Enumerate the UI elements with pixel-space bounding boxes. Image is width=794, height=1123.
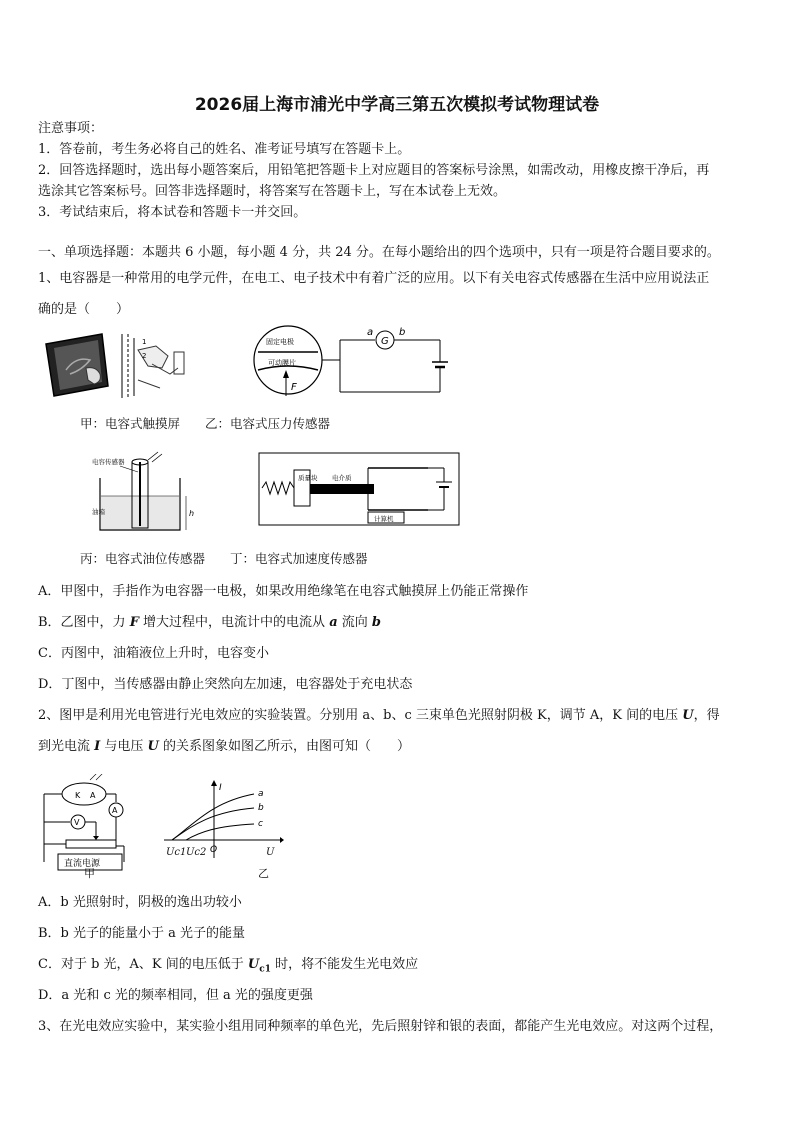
cathode-label: K — [75, 791, 81, 800]
dc-source-label: 直流电源 — [64, 859, 101, 869]
svg-text:1: 1 — [142, 338, 147, 346]
q3-stem-line1: 3、在光电效应实验中，某实验小组用同种频率的单色光，先后照射锌和银的表面，都能产生光电效应。对这两个过程， — [38, 1019, 723, 1034]
q1-stem-line1: 1、电容器是一种常用的电学元件，在电工、电子技术中有着广泛的应用。以下有关电容式传感器在生活中应用说法正 — [38, 271, 710, 286]
height-label: h — [189, 509, 195, 518]
svg-text:2: 2 — [142, 352, 147, 360]
ammeter-icon: A — [112, 806, 118, 815]
axis-u-label: U — [266, 847, 275, 858]
label-b: b — [399, 327, 406, 338]
pressure-sensor-figure — [250, 322, 450, 402]
origin-label: O — [210, 845, 218, 855]
q2-stem-line2: 到光电流 I 与电压 U 的关系图象如图乙所示，由图可知（ ） — [38, 739, 410, 754]
q2-option-d: D．a 光和 c 光的频率相同，但 a 光的强度更强 — [38, 988, 313, 1003]
movable-film-label: 可动膜片 — [268, 359, 296, 367]
curve-b-label: b — [258, 803, 264, 813]
q1-stem-line2: 确的是（ ） — [38, 302, 130, 317]
q2-option-c: C．对于 b 光，A、K 间的电压低于 $U_{c1}$ 时，将不能发生光电效应 — [38, 957, 419, 975]
touchscreen-figure — [42, 330, 192, 402]
curve-c — [186, 824, 254, 840]
q1-option-d: D．丁图中，当传感器由静止突然向左加速，电容器处于充电状态 — [38, 677, 413, 692]
figure-jia-label: 甲 — [84, 867, 95, 880]
phototube-circuit-figure — [40, 774, 140, 880]
curve-a-label: a — [258, 789, 264, 799]
curve-b — [172, 808, 254, 840]
galvanometer-icon: G — [381, 336, 389, 347]
q2-option-a: A．b 光照射时，阴极的逸出功较小 — [38, 895, 242, 910]
q1-option-c: C．丙图中，油箱液位上升时，电容变小 — [38, 646, 269, 661]
uc2-label: Uc2 — [186, 847, 207, 858]
figure-yi-label: 乙 — [258, 867, 269, 880]
acceleration-sensor-figure — [258, 452, 464, 528]
label-a: a — [367, 327, 374, 338]
computer-label: 计算机 — [374, 515, 394, 523]
notice-heading: 注意事项： — [38, 121, 104, 136]
cap-sensor-label: 电容传感器 — [92, 458, 125, 466]
page-title: 2026届上海市浦光中学高三第五次模拟考试物理试卷 — [194, 95, 600, 115]
oil-tank-label: 油箱 — [92, 508, 105, 516]
notice-item-3: 3．考试结束后，将本试卷和答题卡一并交回。 — [38, 205, 307, 220]
notice-item-2: 2．回答选择题时，选出每小题答案后，用铅笔把答题卡上对应题目的答案标号涂黑，如需改动，用橡皮擦干净后，再 — [38, 163, 710, 178]
q2-stem-line1: 2、图甲是利用光电管进行光电效应的实验装置。分别用 a、b、c 三束单色光照射阴极 K，调节 A，K 间的电压 U，得 — [38, 708, 720, 723]
uc1-label: Uc1 — [166, 847, 187, 858]
dielectric-label: 电介质 — [332, 474, 352, 482]
q1-option-b: B．乙图中，力 F 增大过程中，电流计中的电流从 a 流向 b — [38, 615, 381, 630]
q2-option-b: B．b 光子的能量小于 a 光子的能量 — [38, 926, 246, 941]
section-heading: 一、单项选择题：本题共 6 小题，每小题 4 分，共 24 分。在每小题给出的四个选项中，只有一项是符合题目要求的。 — [38, 245, 720, 260]
voltmeter-icon: V — [74, 818, 80, 827]
anode-label: A — [90, 791, 96, 800]
q1-option-a: A．甲图中，手指作为电容器一电极，如果改用绝缘笔在电容式触摸屏上仍能正常操作 — [38, 584, 529, 599]
fixed-electrode-label: 固定电极 — [266, 338, 294, 346]
q1-caption-row2: 丙：电容式油位传感器 丁：电容式加速度传感器 — [80, 551, 368, 566]
mass-block-label: 质量块 — [298, 474, 318, 482]
notice-item-2-cont: 选涂其它答案标号。回答非选择题时，将答案写在答题卡上，写在本试卷上无效。 — [38, 184, 507, 199]
force-label: F — [291, 382, 297, 393]
notice-item-1: 1．答卷前，考生务必将自己的姓名、准考证号填写在答题卡上。 — [38, 142, 411, 157]
oil-level-figure — [90, 448, 200, 536]
curve-c-label: c — [258, 819, 263, 829]
q1-caption-row1: 甲：电容式触摸屏 乙：电容式压力传感器 — [80, 416, 331, 431]
axis-i-label: I — [219, 783, 222, 793]
